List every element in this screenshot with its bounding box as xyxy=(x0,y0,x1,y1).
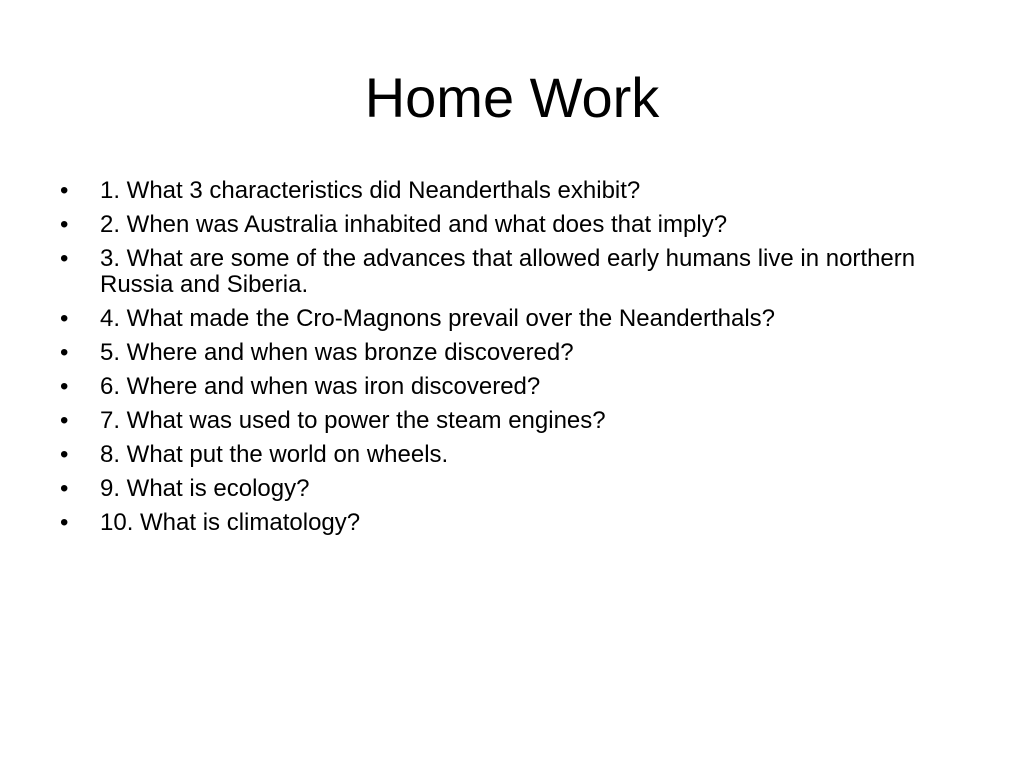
question-text: 9. What is ecology? xyxy=(100,475,310,502)
list-item xyxy=(60,408,970,434)
bullet-icon: • xyxy=(60,339,69,366)
bullet-icon: • xyxy=(60,407,69,434)
question-text: 6. Where and when was iron discovered? xyxy=(100,373,541,400)
question-text: 7. What was used to power the steam engines? xyxy=(100,407,606,434)
question-text: 3. What are some of the advances that allowed early humans live in northern Russia and Siberia. xyxy=(100,245,916,298)
list-item xyxy=(60,340,970,366)
list-item xyxy=(60,212,970,238)
bullet-icon: • xyxy=(60,475,69,502)
bullet-icon: • xyxy=(60,177,69,204)
bullet-icon: • xyxy=(60,509,69,536)
question-list xyxy=(60,178,970,544)
question-text: 8. What put the world on wheels. xyxy=(100,441,449,468)
question-text: 5. Where and when was bronze discovered? xyxy=(100,339,574,366)
bullet-icon: • xyxy=(60,211,69,238)
question-text: 4. What made the Cro-Magnons prevail over the Neanderthals? xyxy=(100,305,776,332)
bullet-icon: • xyxy=(60,441,69,468)
question-text: 1. What 3 characteristics did Neanderthals exhibit? xyxy=(100,177,641,204)
bullet-icon: • xyxy=(60,245,69,272)
list-item xyxy=(60,306,970,332)
list-item xyxy=(60,442,970,468)
list-item xyxy=(60,246,970,298)
question-text: 2. When was Australia inhabited and what does that imply? xyxy=(100,211,728,238)
list-item xyxy=(60,476,970,502)
slide-title: Home Work xyxy=(364,66,660,129)
bullet-icon: • xyxy=(60,373,69,400)
question-text: 10. What is climatology? xyxy=(100,509,361,536)
list-item xyxy=(60,374,970,400)
bullet-icon: • xyxy=(60,305,69,332)
list-item xyxy=(60,510,970,536)
list-item xyxy=(60,178,970,204)
